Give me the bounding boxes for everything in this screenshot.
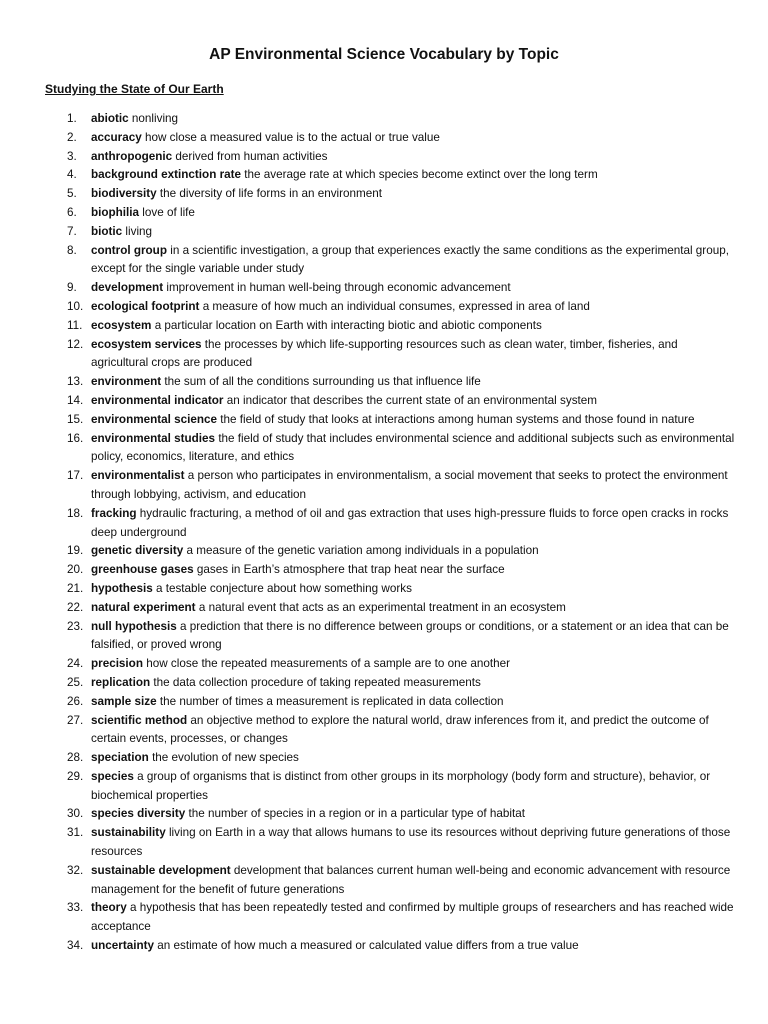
term-definition: the sum of all the conditions surrounding us that influence life bbox=[164, 375, 481, 389]
item-number: 4. bbox=[67, 168, 77, 182]
vocabulary-item bbox=[45, 674, 735, 693]
vocabulary-item bbox=[45, 937, 735, 956]
vocabulary-item bbox=[45, 110, 735, 129]
term-definition: in a scientific investigation, a group that experiences exactly the same conditions as the experimental group, except for the single variable under study bbox=[91, 243, 729, 276]
vocabulary-item bbox=[45, 166, 735, 185]
item-number: 15. bbox=[67, 412, 84, 426]
term-definition: the average rate at which species become extinct over the long term bbox=[244, 168, 598, 182]
term-definition: nonliving bbox=[131, 112, 179, 125]
vocabulary-term: species diversity bbox=[91, 807, 186, 821]
vocabulary-term: environment bbox=[91, 375, 162, 389]
item-number: 34. bbox=[67, 939, 84, 953]
vocabulary-item bbox=[45, 505, 735, 543]
item-number: 13. bbox=[67, 375, 84, 389]
term-definition: the number of times a measurement is replicated in data collection bbox=[159, 694, 504, 708]
term-definition: how close a measured value is to the actual or true value bbox=[144, 130, 440, 144]
term-definition: a testable conjecture about how something works bbox=[155, 581, 412, 595]
item-number: 3. bbox=[67, 149, 77, 163]
term-definition: a particular location on Earth with interacting biotic and abiotic components bbox=[154, 318, 542, 332]
vocabulary-item bbox=[45, 899, 735, 937]
item-number: 29. bbox=[67, 769, 84, 783]
vocabulary-item bbox=[45, 712, 735, 750]
vocabulary-term: sustainable development bbox=[91, 863, 231, 877]
vocabulary-term: ecological footprint bbox=[91, 299, 200, 313]
item-number: 20. bbox=[67, 563, 84, 577]
vocabulary-term: greenhouse gases bbox=[91, 563, 194, 577]
vocabulary-term: theory bbox=[91, 901, 127, 915]
item-number: 10. bbox=[67, 299, 84, 313]
vocabulary-list bbox=[45, 110, 735, 956]
vocabulary-item bbox=[45, 298, 735, 317]
vocabulary-item bbox=[45, 129, 735, 148]
vocabulary-item bbox=[45, 279, 735, 298]
term-definition: love of life bbox=[142, 205, 195, 219]
item-number: 7. bbox=[67, 224, 77, 238]
vocabulary-term: sample size bbox=[91, 694, 157, 708]
vocabulary-term: replication bbox=[91, 675, 151, 689]
term-definition: improvement in human well-being through economic advancement bbox=[166, 281, 511, 295]
item-number: 14. bbox=[67, 393, 84, 407]
vocabulary-term: null hypothesis bbox=[91, 619, 177, 633]
item-number: 28. bbox=[67, 751, 84, 765]
vocabulary-term: abiotic bbox=[91, 112, 129, 125]
vocabulary-term: biotic bbox=[91, 224, 123, 238]
vocabulary-item bbox=[45, 618, 735, 656]
item-number: 9. bbox=[67, 281, 77, 295]
vocabulary-item bbox=[45, 373, 735, 392]
vocabulary-term: fracking bbox=[91, 506, 137, 520]
vocabulary-term: genetic diversity bbox=[91, 544, 184, 558]
vocabulary-item bbox=[45, 411, 735, 430]
vocabulary-item bbox=[45, 223, 735, 242]
term-definition: a hypothesis that has been repeatedly tested and confirmed by multiple groups of researchers and has reached wide acceptance bbox=[91, 901, 734, 934]
item-number: 12. bbox=[67, 337, 84, 351]
item-number: 2. bbox=[67, 130, 77, 144]
term-definition: hydraulic fracturing, a method of oil and gas extraction that uses high-pressure fluids to force open cracks in rocks deep underground bbox=[91, 506, 729, 539]
vocabulary-item bbox=[45, 204, 735, 223]
term-definition: the diversity of life forms in an environment bbox=[159, 187, 383, 201]
item-number: 22. bbox=[67, 600, 84, 614]
item-number: 24. bbox=[67, 657, 84, 671]
term-definition: a person who participates in environmentalism, a social movement that seeks to protect the environment through lobbying, activism, and education bbox=[91, 469, 728, 501]
vocabulary-term: background extinction rate bbox=[91, 168, 242, 182]
page-title: AP Environmental Science Vocabulary by Topic bbox=[209, 46, 559, 63]
term-definition: the processes by which life-supporting resources such as clean water, timber, fisheries, and agricultural crops are produced bbox=[91, 337, 678, 370]
item-number: 30. bbox=[67, 807, 84, 821]
vocabulary-term: sustainability bbox=[91, 826, 166, 840]
vocabulary-item bbox=[45, 317, 735, 336]
term-definition: gases in Earth’s atmosphere that trap heat near the surface bbox=[196, 563, 505, 577]
item-number: 16. bbox=[67, 431, 84, 445]
item-number: 21. bbox=[67, 581, 84, 595]
term-definition: the field of study that includes environmental science and additional subjects such as environmental policy, economics, literature, and ethics bbox=[91, 431, 735, 464]
vocabulary-item bbox=[45, 467, 735, 505]
vocabulary-term: biodiversity bbox=[91, 187, 157, 201]
vocabulary-item bbox=[45, 693, 735, 712]
item-number: 18. bbox=[67, 506, 84, 520]
item-number: 32. bbox=[67, 863, 84, 877]
term-definition: an objective method to explore the natural world, draw inferences from it, and predict the outcome of certain events, processes, or changes bbox=[91, 713, 709, 746]
vocabulary-item bbox=[45, 862, 735, 900]
item-number: 26. bbox=[67, 694, 84, 708]
term-definition: living bbox=[125, 224, 153, 238]
vocabulary-term: species bbox=[91, 769, 134, 783]
vocabulary-item bbox=[45, 392, 735, 411]
term-definition: a group of organisms that is distinct from other groups in its morphology (body form and structure), behavior, or biochemical properties bbox=[91, 769, 711, 802]
vocabulary-item bbox=[45, 824, 735, 862]
vocabulary-term: uncertainty bbox=[91, 939, 154, 953]
vocabulary-item bbox=[45, 561, 735, 580]
vocabulary-term: environmental studies bbox=[91, 431, 216, 445]
vocabulary-term: natural experiment bbox=[91, 600, 196, 614]
vocabulary-term: environmentalist bbox=[91, 469, 185, 483]
vocabulary-item bbox=[45, 185, 735, 204]
item-number: 31. bbox=[67, 826, 84, 840]
item-number: 25. bbox=[67, 675, 84, 689]
item-number: 5. bbox=[67, 187, 77, 201]
vocabulary-item bbox=[45, 542, 735, 561]
vocabulary-term: biophilia bbox=[91, 205, 140, 219]
vocabulary-item bbox=[45, 430, 735, 468]
term-definition: a natural event that acts as an experimental treatment in an ecosystem bbox=[198, 600, 566, 614]
vocabulary-item bbox=[45, 749, 735, 768]
vocabulary-term: speciation bbox=[91, 751, 149, 765]
vocabulary-term: environmental indicator bbox=[91, 393, 224, 407]
vocabulary-term: control group bbox=[91, 243, 167, 257]
item-number: 11. bbox=[67, 318, 83, 332]
term-definition: an indicator that describes the current state of an environmental system bbox=[226, 393, 598, 407]
item-number: 1. bbox=[67, 112, 77, 125]
vocabulary-term: anthropogenic bbox=[91, 149, 173, 163]
term-definition: a prediction that there is no difference between groups or conditions, or a statement or an idea that can be falsified, or proved wrong bbox=[91, 619, 729, 652]
vocabulary-item bbox=[45, 580, 735, 599]
vocabulary-item bbox=[45, 655, 735, 674]
vocabulary-item bbox=[45, 599, 735, 618]
item-number: 17. bbox=[67, 469, 84, 483]
vocabulary-term: ecosystem services bbox=[91, 337, 202, 351]
vocabulary-term: scientific method bbox=[91, 713, 188, 727]
item-number: 23. bbox=[67, 619, 84, 633]
term-definition: the field of study that looks at interactions among human systems and those found in nature bbox=[220, 412, 695, 426]
term-definition: an estimate of how much a measured or calculated value differs from a true value bbox=[157, 939, 579, 953]
item-number: 8. bbox=[67, 243, 77, 257]
term-definition: a measure of the genetic variation among individuals in a population bbox=[186, 544, 539, 558]
section-heading: Studying the State of Our Earth bbox=[45, 82, 224, 96]
vocabulary-term: environmental science bbox=[91, 412, 218, 426]
vocabulary-item bbox=[45, 768, 735, 806]
vocabulary-item bbox=[45, 148, 735, 167]
term-definition: the number of species in a region or in a particular type of habitat bbox=[188, 807, 526, 821]
item-number: 33. bbox=[67, 901, 84, 915]
term-definition: the evolution of new species bbox=[152, 751, 299, 765]
term-definition: living on Earth in a way that allows humans to use its resources without depriving future generations of those resources bbox=[91, 826, 731, 859]
vocabulary-term: precision bbox=[91, 657, 143, 671]
vocabulary-term: hypothesis bbox=[91, 581, 153, 595]
item-number: 27. bbox=[67, 713, 84, 727]
vocabulary-term: ecosystem bbox=[91, 318, 152, 332]
term-definition: how close the repeated measurements of a sample are to one another bbox=[146, 657, 511, 671]
vocabulary-item bbox=[45, 242, 735, 280]
item-number: 19. bbox=[67, 544, 84, 558]
vocabulary-item bbox=[45, 805, 735, 824]
vocabulary-item bbox=[45, 336, 735, 374]
item-number: 6. bbox=[67, 205, 77, 219]
term-definition: the data collection procedure of taking repeated measurements bbox=[153, 675, 481, 689]
term-definition: a measure of how much an individual consumes, expressed in area of land bbox=[202, 299, 590, 313]
term-definition: development that balances current human well-being and economic advancement with resource management for the benefit of future generations bbox=[91, 863, 731, 896]
vocabulary-term: accuracy bbox=[91, 130, 142, 144]
vocabulary-term: development bbox=[91, 281, 164, 295]
term-definition: derived from human activities bbox=[175, 149, 328, 163]
